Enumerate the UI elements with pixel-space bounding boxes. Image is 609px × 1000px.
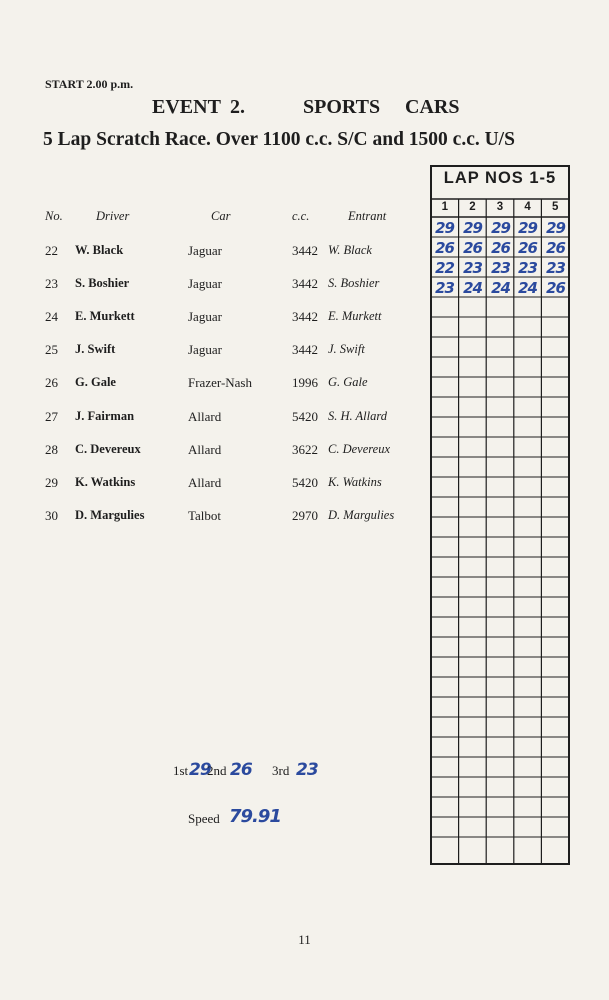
entry-cc: 3442: [292, 309, 318, 324]
entry-driver: G. Gale: [75, 375, 116, 389]
entry-driver: D. Margulies: [75, 508, 145, 522]
lap-chart-title: LAP NOS 1-5: [443, 169, 557, 187]
entry-no: 24: [45, 309, 58, 324]
lap-chart-grid: [430, 165, 570, 865]
event-number: 2.: [230, 96, 245, 118]
entry-driver: C. Devereux: [75, 442, 141, 456]
entry-cc: 3442: [292, 276, 318, 291]
entry-car: Talbot: [188, 508, 222, 523]
lap-entry: 22: [435, 259, 454, 277]
lap-entry: 26: [491, 239, 510, 257]
entry-entrant: D. Margulies: [328, 508, 395, 522]
lap-entry: 29: [491, 219, 510, 237]
entry-row: [0, 243, 430, 261]
entry-car: Jaguar: [188, 309, 222, 324]
entry-row: [0, 276, 430, 294]
lap-entry: 23: [435, 279, 454, 297]
entry-cc: 1996: [292, 375, 318, 390]
entry-car: Frazer-Nash: [188, 375, 252, 390]
entry-car: Allard: [188, 475, 222, 490]
column-car: Car: [211, 209, 231, 223]
first-label: 1st: [173, 763, 189, 778]
lap-entry: 26: [546, 279, 565, 297]
entry-no: 22: [45, 243, 58, 258]
third-label: 3rd: [272, 763, 290, 778]
entry-driver: J. Swift: [75, 342, 116, 356]
entry-cc: 3442: [292, 243, 318, 258]
entry-entrant: K. Watkins: [328, 475, 382, 489]
entry-row: [0, 342, 430, 360]
lap-entry: 23: [546, 259, 565, 277]
entry-cc: 3622: [292, 442, 318, 457]
entry-no: 30: [45, 508, 58, 523]
third-place: 23: [296, 760, 318, 780]
entry-entrant: J. Swift: [328, 342, 365, 356]
speed-value: 79.91: [229, 806, 281, 827]
entry-car: Jaguar: [188, 342, 222, 357]
lap-entry: 23: [463, 259, 482, 277]
entry-entrant: E. Murkett: [328, 309, 382, 323]
lap-column-4: 4: [524, 201, 531, 213]
lap-entry: 29: [546, 219, 565, 237]
entry-entrant: S. Boshier: [328, 276, 380, 290]
second-place: 26: [230, 760, 252, 780]
event-label: EVENT: [152, 96, 221, 118]
first-place: 29: [189, 760, 211, 780]
entry-cc: 5420: [292, 409, 318, 424]
column-cc: c.c.: [292, 209, 310, 223]
entry-row: [0, 508, 430, 526]
entry-driver: S. Boshier: [75, 276, 130, 290]
entry-no: 29: [45, 475, 58, 490]
entry-no: 25: [45, 342, 58, 357]
entry-entrant: G. Gale: [328, 375, 368, 389]
lap-entry: 24: [518, 279, 537, 297]
entry-cc: 3442: [292, 342, 318, 357]
entry-driver: W. Black: [75, 243, 124, 257]
entry-car: Jaguar: [188, 276, 222, 291]
entry-row: [0, 475, 430, 493]
entry-row: [0, 442, 430, 460]
lap-entry: 26: [435, 239, 454, 257]
entries-header: [0, 209, 430, 225]
entry-entrant: S. H. Allard: [328, 409, 388, 423]
entry-entrant: C. Devereux: [328, 442, 391, 456]
page-number: 11: [298, 932, 311, 947]
lap-entry: 29: [518, 219, 537, 237]
entry-car: Jaguar: [188, 243, 222, 258]
lap-entry: 24: [491, 279, 510, 297]
entry-row: [0, 309, 430, 327]
race-description: 5 Lap Scratch Race. Over 1100 c.c. S/C and 1500 c.c. U/S: [43, 129, 515, 150]
entry-car: Allard: [188, 409, 222, 424]
entry-row: [0, 375, 430, 393]
lap-column-5: 5: [551, 201, 559, 213]
lap-column-3: 3: [496, 201, 504, 213]
entry-no: 28: [45, 442, 58, 457]
lap-entry: 24: [463, 279, 482, 297]
entry-driver: K. Watkins: [75, 475, 136, 489]
entry-entrant: W. Black: [328, 243, 372, 257]
lap-entry: 23: [518, 259, 537, 277]
column-no: No.: [45, 209, 63, 223]
entry-no: 26: [45, 375, 58, 390]
entry-no: 23: [45, 276, 58, 291]
start-time: START 2.00 p.m.: [45, 77, 134, 91]
event-category-word1: SPORTS: [303, 96, 381, 118]
column-entrant: Entrant: [348, 209, 387, 223]
lap-column-2: 2: [469, 201, 476, 213]
lap-entry: 23: [491, 259, 510, 277]
lap-column-1: 1: [441, 201, 448, 213]
lap-entry: 26: [518, 239, 537, 257]
lap-entry: 26: [463, 239, 482, 257]
column-driver: Driver: [96, 209, 130, 223]
entry-driver: E. Murkett: [75, 309, 135, 323]
lap-entry: 26: [546, 239, 565, 257]
entry-cc: 5420: [292, 475, 318, 490]
entry-row: [0, 409, 430, 427]
entry-cc: 2970: [292, 508, 318, 523]
speed-label: Speed: [188, 811, 220, 826]
event-category-word2: CARS: [405, 96, 460, 118]
lap-entry: 29: [463, 219, 482, 237]
entry-driver: J. Fairman: [75, 409, 135, 423]
entry-no: 27: [45, 409, 58, 424]
lap-entry: 29: [435, 219, 454, 237]
second-label: 2nd: [207, 763, 227, 778]
entry-car: Allard: [188, 442, 222, 457]
